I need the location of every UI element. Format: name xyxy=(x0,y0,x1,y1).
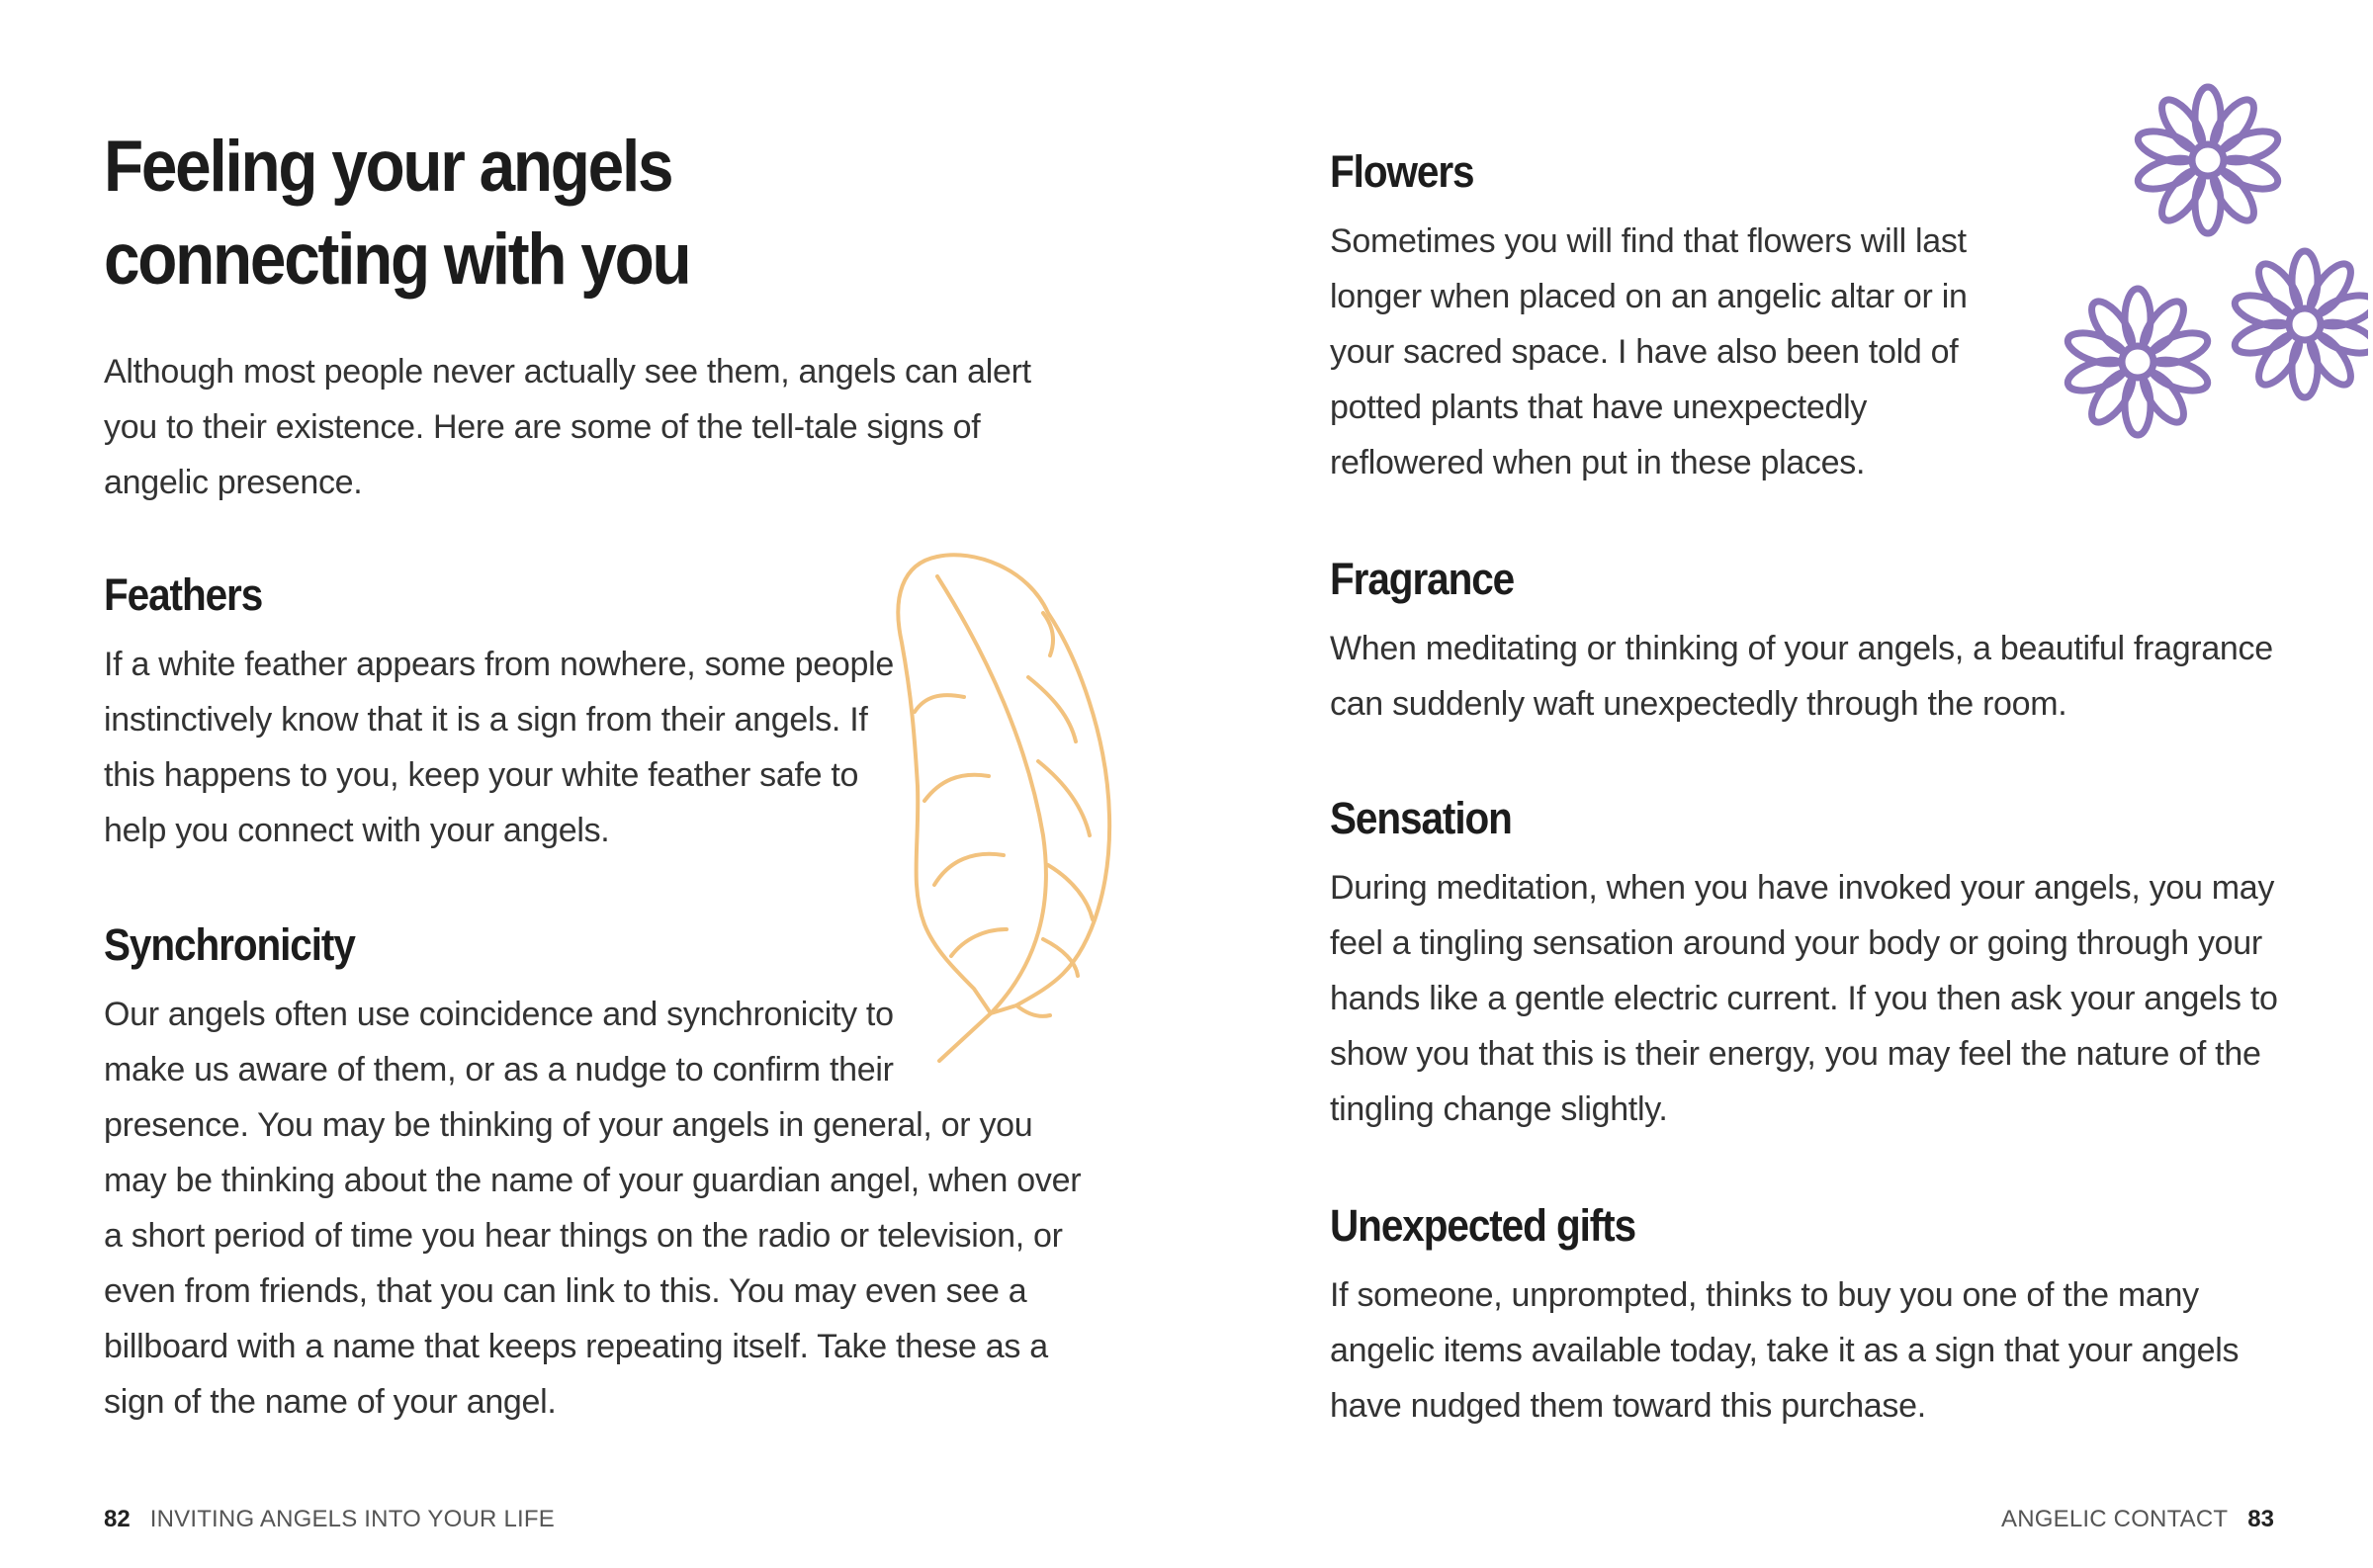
feathers-paragraph: If a white feather appears from nowhere, some people instinctively know that it is a sign from their angels. If this happens to you, keep your white feather safe to help you connect with your angels. xyxy=(104,646,894,849)
right-footer xyxy=(2001,1505,2274,1534)
page-title-line-2: connecting with you xyxy=(104,219,690,300)
synchronicity-paragraph-top: Our angels often use coincidence and synchronicity to make us aware of them, or as a nudge to confirm their xyxy=(104,996,894,1089)
flowers-heading: Flowers xyxy=(1330,146,1474,197)
feather-icon xyxy=(880,549,1117,1063)
feathers-heading: Feathers xyxy=(104,569,263,620)
left-page-number: 82 xyxy=(104,1506,131,1532)
synchronicity-paragraph-bottom: presence. You may be thinking of your angels in general, or you may be thinking about the name of your guardian angel, when over a short period of time you hear things on the radio or television, or even from friends, that you can link to this. You may even see a billboard with a name that keeps repeating itself. Take these as a sign of the name of your angel. xyxy=(104,1106,1082,1421)
daisy-icon-top xyxy=(2135,87,2282,233)
flowers-paragraph: Sometimes you will find that flowers will last longer when placed on an angelic altar or in your sacred space. I have also been told of potted plants that have unexpectedly reflowered when put in these places. xyxy=(1330,222,1968,481)
left-page xyxy=(0,0,1186,1568)
page-title-line-1: Feeling your angels xyxy=(104,127,672,207)
unexpected-gifts-heading: Unexpected gifts xyxy=(1330,1200,1636,1251)
right-running-head: ANGELIC CONTACT xyxy=(2001,1506,2229,1532)
page-title xyxy=(104,121,689,306)
fragrance-heading: Fragrance xyxy=(1330,554,1515,604)
intro-paragraph: Although most people never actually see them, angels can alert you to their existence. Here are some of the tell-tale signs of angelic presence. xyxy=(104,353,1031,501)
left-footer xyxy=(104,1505,555,1534)
right-page-number: 83 xyxy=(2247,1506,2274,1532)
left-running-head: INVITING ANGELS INTO YOUR LIFE xyxy=(149,1506,555,1532)
synchronicity-heading: Synchronicity xyxy=(104,919,355,970)
fragrance-paragraph: When meditating or thinking of your angels, a beautiful fragrance can suddenly waft unexpectedly through the room. xyxy=(1330,630,2273,723)
daisy-icon-group xyxy=(2002,59,2368,465)
unexpected-gifts-paragraph: If someone, unprompted, thinks to buy you one of the many angelic items available today, take it as a sign that your angels have nudged them toward this purchase. xyxy=(1330,1276,2240,1425)
daisy-icon-right xyxy=(2232,251,2368,397)
daisy-icon-left xyxy=(2065,289,2212,435)
sensation-heading: Sensation xyxy=(1330,793,1512,843)
sensation-paragraph: During meditation, when you have invoked your angels, you may feel a tingling sensation around your body or going through your hands like a gentle electric current. If you then ask your angels to show you that this is their energy, you may feel the nature of the tingling change slightly. xyxy=(1330,869,2278,1128)
right-page xyxy=(1186,0,2373,1568)
